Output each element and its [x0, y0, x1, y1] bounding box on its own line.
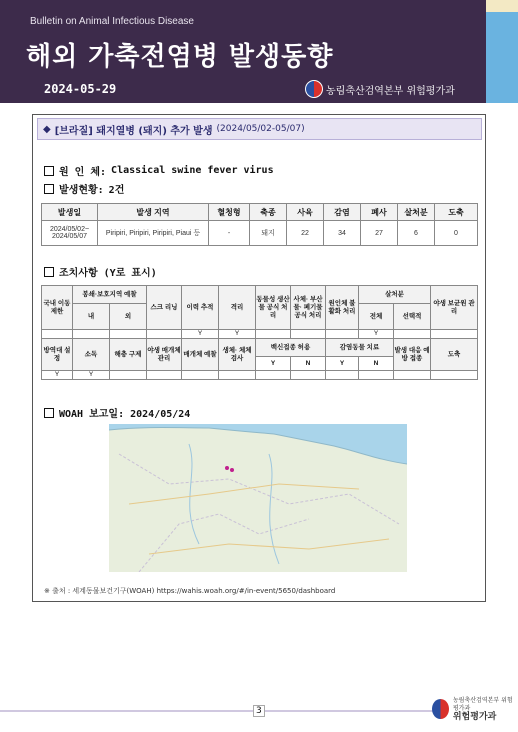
pathogen-label: 원 인 체: — [59, 167, 107, 178]
measure-header: 외 — [110, 304, 147, 330]
measure-header: 전체 — [359, 304, 394, 330]
table-cell: Piripiri, Piripiri, Piripiri, Piaui 등 — [98, 221, 209, 246]
source-citation: ※ 출처 : 세계동물보건기구(WOAH) https://wahis.woah.org/#/in-event/5650/dashboard — [44, 587, 336, 595]
measure-header: 생체· 체체 검사 — [219, 339, 256, 371]
page-number: 3 — [253, 705, 265, 717]
measure-header: N — [359, 357, 394, 371]
page-title: 해외 가축전염병 발생동향 — [26, 42, 334, 72]
checkbox-square-icon — [44, 166, 54, 176]
measure-mark — [394, 371, 431, 380]
diamond-bullet-icon: ◆ — [43, 123, 51, 135]
measure-header: 방역대 설정 — [42, 339, 73, 371]
table-header: 도축 — [435, 204, 478, 221]
measure-mark: Y — [359, 330, 394, 339]
road-line — [149, 539, 389, 554]
woah-report-date: WOAH 보고일: 2024/05/24 — [59, 409, 191, 420]
table-header-row — [42, 204, 478, 221]
outbreak-table — [41, 203, 478, 246]
measure-mark — [326, 371, 359, 380]
measure-mark — [394, 330, 431, 339]
measures-line — [44, 264, 157, 279]
corner-accent-blue — [486, 12, 518, 103]
measures-label: 조치사항 (Y로 표시) — [59, 268, 157, 279]
table-header: 사육 — [287, 204, 324, 221]
table-cell: 6 — [398, 221, 435, 246]
measure-mark — [256, 371, 291, 380]
status-line — [44, 181, 124, 196]
measure-mark: Y — [73, 371, 110, 380]
measure-mark — [219, 371, 256, 380]
checkbox-square-icon — [44, 184, 54, 194]
report-date: 2024-05-29 — [44, 82, 117, 96]
map-graphic — [109, 424, 407, 572]
measure-header: 원인체 불활화 처리 — [326, 286, 359, 330]
section-header — [37, 118, 482, 140]
measure-header: 야생 매개체 관리 — [147, 339, 182, 371]
footer-org: 위험평가과 — [452, 712, 497, 722]
measures-table — [41, 285, 478, 380]
measure-header: 야생 보균원 관리 — [431, 286, 478, 330]
outbreak-marker — [225, 466, 229, 470]
measure-header: 백신접종 허용 — [256, 339, 326, 357]
measure-header: 스크 리닝 — [147, 286, 182, 330]
table-cell: 27 — [361, 221, 398, 246]
measure-header: Y — [326, 357, 359, 371]
measure-mark — [431, 330, 478, 339]
measure-mark — [182, 371, 219, 380]
measure-header: 동물성 생산물 공식 처리 — [256, 286, 291, 330]
checkbox-square-icon — [44, 267, 54, 277]
footer-divider — [0, 710, 440, 712]
pathogen-line — [44, 163, 274, 178]
measure-mark — [73, 330, 110, 339]
woah-line — [44, 405, 190, 420]
table-header: 혈청형 — [209, 204, 250, 221]
river-line — [189, 444, 199, 544]
measure-header: Y — [256, 357, 291, 371]
measure-header: 격리 — [219, 286, 256, 330]
measure-mark — [42, 330, 73, 339]
measure-header: N — [291, 357, 326, 371]
measure-header: 도축 — [431, 339, 478, 371]
measure-mark — [291, 371, 326, 380]
measure-mark: Y — [219, 330, 256, 339]
pathogen-value: Classical swine fever virus — [111, 165, 274, 176]
table-header: 폐사 — [361, 204, 398, 221]
measure-mark — [256, 330, 291, 339]
measure-mark — [359, 371, 394, 380]
bulletin-subtitle: Bulletin on Animal Infectious Disease — [30, 16, 194, 27]
measure-mark — [291, 330, 326, 339]
table-cell: 22 — [287, 221, 324, 246]
table-cell: 34 — [324, 221, 361, 246]
measure-mark — [110, 371, 147, 380]
agency-logo-icon — [305, 80, 323, 98]
measure-header: 해충 구제 — [110, 339, 147, 371]
measure-header: 발생 대응 예방 접종 — [394, 339, 431, 371]
checkbox-square-icon — [44, 408, 54, 418]
header-org — [305, 80, 455, 98]
section-title: [브라질] 돼지열병 (돼지) 추가 발생 — [54, 125, 213, 137]
table-header: 살처분 — [398, 204, 435, 221]
measure-header: 살처분 — [359, 286, 431, 304]
measure-header: 감염동물 치료 — [326, 339, 394, 357]
measure-mark — [431, 371, 478, 380]
table-header: 축종 — [250, 204, 287, 221]
measure-mark — [326, 330, 359, 339]
table-cell: 돼지 — [250, 221, 287, 246]
status-label: 발생현황: — [59, 185, 104, 196]
outbreak-map — [109, 424, 407, 572]
table-header: 발생일 — [42, 204, 98, 221]
measure-header: 사체· 부산물· 폐기물 공식 처리 — [291, 286, 326, 330]
measure-header: 내 — [73, 304, 110, 330]
measure-mark: Y — [182, 330, 219, 339]
table-header: 발생 지역 — [98, 204, 209, 221]
table-header: 감염 — [324, 204, 361, 221]
road-line — [129, 484, 359, 504]
measure-header: 이력 추적 — [182, 286, 219, 330]
footer-logo — [432, 697, 518, 721]
measure-mark — [147, 330, 182, 339]
status-value: 2건 — [108, 185, 125, 196]
header-banner — [0, 0, 486, 103]
outbreak-marker — [230, 468, 234, 472]
measure-header: 국내 이동 제한 — [42, 286, 73, 330]
table-row — [42, 221, 478, 246]
measure-mark: Y — [42, 371, 73, 380]
section-dates: (2024/05/02-05/07) — [216, 124, 305, 134]
border-line — [139, 514, 309, 572]
table-cell: 2024/05/02~ 2024/05/07 — [42, 221, 98, 246]
measure-mark — [147, 371, 182, 380]
corner-accent — [486, 0, 518, 12]
table-cell: 0 — [435, 221, 478, 246]
measure-header: 소독 — [73, 339, 110, 371]
header-org-label: 농림축산검역본부 위험평가과 — [326, 85, 455, 97]
measure-header: 선택적 — [394, 304, 431, 330]
table-cell: - — [209, 221, 250, 246]
measure-header: 봉쇄·보호지역 예찰 — [73, 286, 147, 304]
ocean-area — [109, 424, 407, 464]
measure-mark — [110, 330, 147, 339]
agency-logo-icon — [432, 699, 449, 719]
footer-org-small: 농림축산검역본부 위험평가과 — [452, 697, 513, 712]
measure-header: 매개체 예찰 — [182, 339, 219, 371]
